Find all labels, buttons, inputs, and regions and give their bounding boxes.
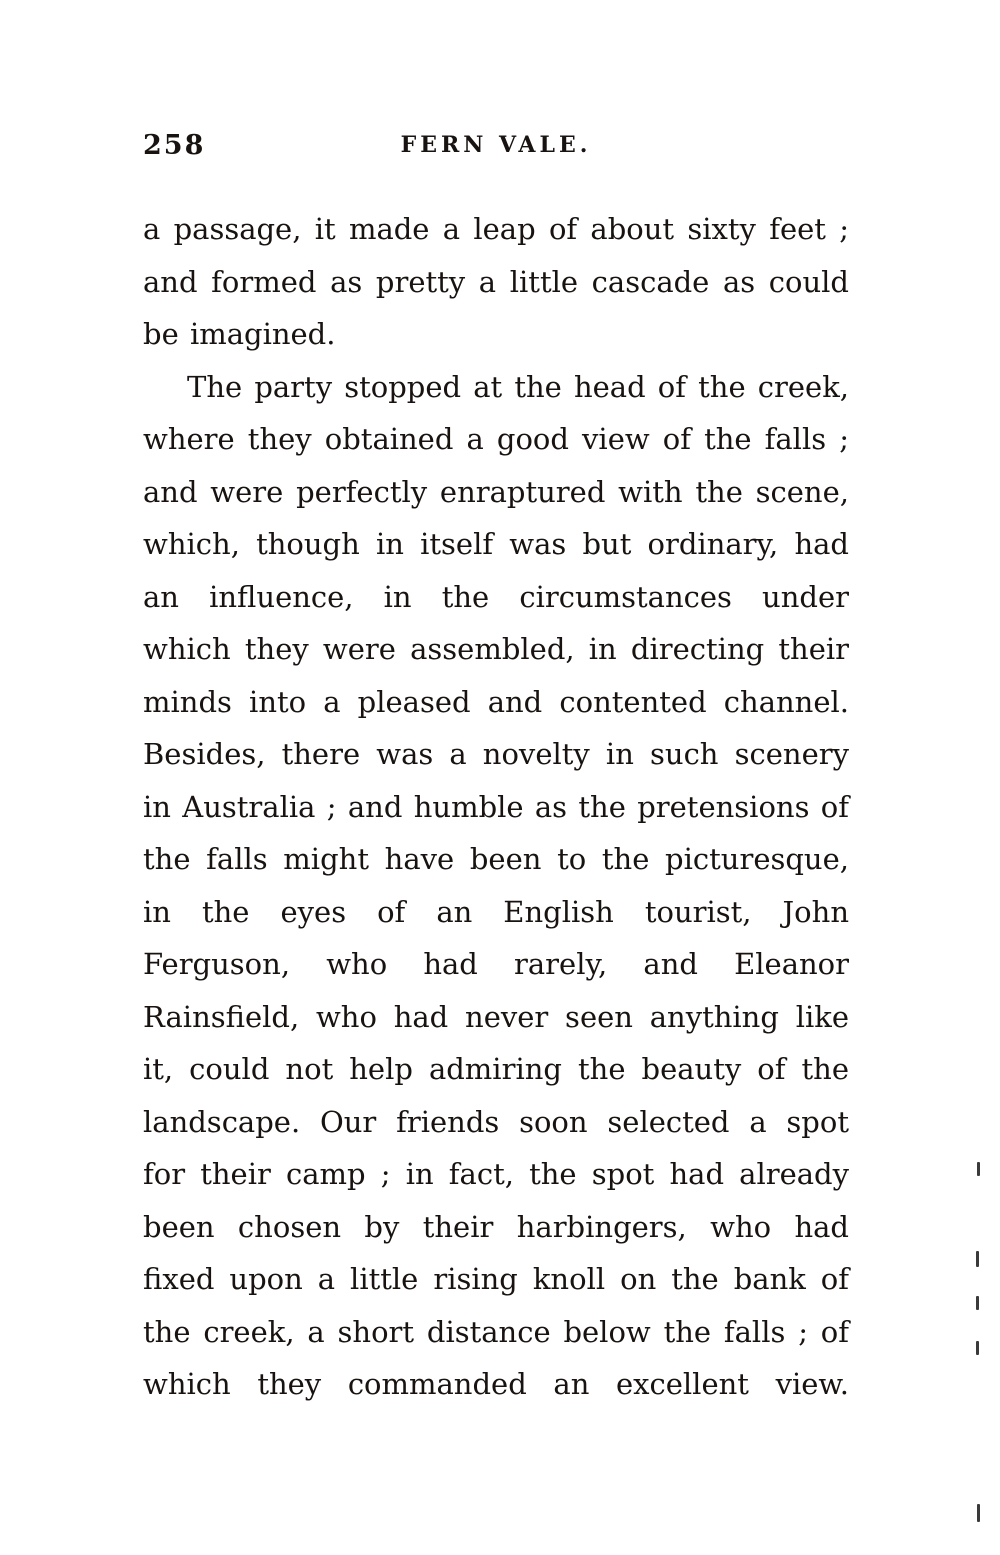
scan-artifact-mark: [977, 1162, 980, 1176]
page-body-text: [143, 203, 849, 1411]
paragraph: The party stopped at the head of the creek, where they obtained a good view of the falls ; and were perfectly enraptured with the scene, which, though in itself was but ordinary, had an influence, in the circumstances under which they were assembled, in directing their minds into a pleased and contented channel. Besides, there was a novelty in such scenery in Australia ; and humble as the pretensions of the falls might have been to the picturesque, in the eyes of an English tourist, John Ferguson, who had rarely, and Eleanor Rainsfield, who had never seen anything like it, could not help admiring the beauty of the landscape. Our friends soon selected a spot for their camp ; in fact, the spot had already been chosen by their harbingers, who had fixed upon a little rising knoll on the bank of the creek, a short distance below the falls ; of which they commanded an excellent view.: [143, 369, 849, 1401]
scan-artifact-mark: [977, 1504, 980, 1522]
scan-artifact-mark: [976, 1251, 979, 1267]
running-title: FERN VALE.: [400, 132, 592, 158]
page-number: 258: [143, 130, 206, 161]
paragraph: a passage, it made a leap of about sixty feet ; and formed as pretty a little cascade as could be imagined.: [143, 212, 849, 351]
scan-artifact-mark: [976, 1296, 979, 1310]
page-header: [143, 128, 849, 168]
scan-artifact-mark: [976, 1341, 979, 1355]
